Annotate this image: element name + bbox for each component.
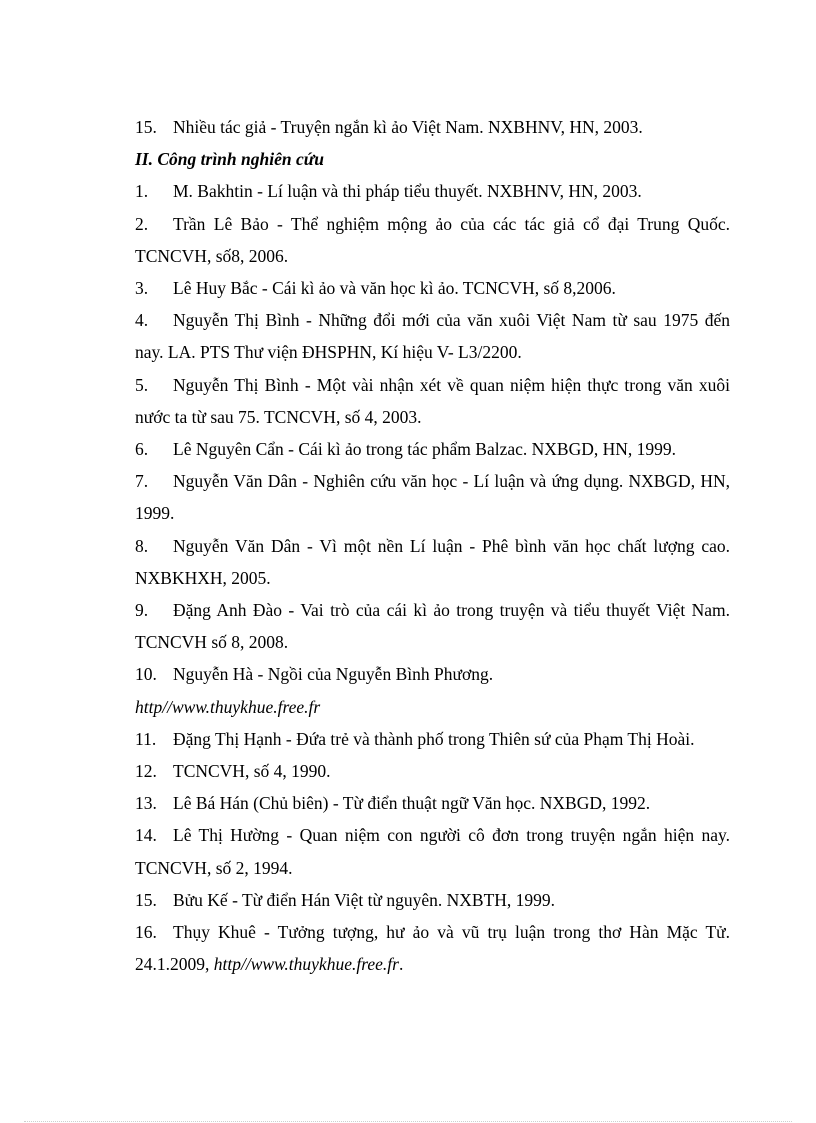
bibliography-page (135, 111, 730, 980)
page-bottom-divider (24, 1121, 792, 1122)
reference-entry (135, 916, 730, 980)
reference-entry (135, 304, 730, 368)
entry-number: 4. (135, 310, 149, 331)
entry-suffix: . (398, 954, 404, 975)
entry-number: 9. (135, 600, 149, 621)
reference-entry (135, 755, 730, 787)
entry-number: 7. (135, 471, 149, 492)
entry-number: 2. (135, 213, 149, 234)
entry-number: 10. (135, 664, 157, 685)
entry-number: 5. (135, 374, 149, 395)
entry-text: Thụy Khuê - Tưởng tượng, hư ảo và vũ trụ luận trong thơ Hàn Mặc Tử. 24.1.2009, (135, 922, 730, 975)
entry-number: 1. (135, 181, 149, 202)
reference-entry (135, 369, 730, 433)
reference-entry (135, 433, 730, 465)
reference-entry (135, 175, 730, 207)
entry-number: 12. (135, 761, 157, 782)
entry-text: TCNCVH, số 4, 1990. (173, 761, 331, 782)
entry-text: Nhiều tác giả - Truyện ngắn kì ảo Việt Nam. NXBHNV, HN, 2003. (173, 117, 643, 137)
reference-entry (135, 272, 730, 304)
entry-text: Lê Huy Bắc - Cái kì ảo và văn học kì ảo. TCNCVH, số 8,2006. (173, 278, 616, 299)
section-heading: II. Công trình nghiên cứu (135, 149, 324, 170)
reference-entry (135, 884, 730, 916)
reference-entry (135, 594, 730, 658)
reference-entry (135, 658, 730, 722)
entry-text: Trần Lê Bảo - Thể nghiệm mộng ảo của các tác giả cổ đại Trung Quốc. TCNCVH, số8, 2006. (135, 213, 730, 266)
reference-entry (135, 819, 730, 883)
entry-number: 15. (135, 889, 157, 910)
entry-text: Đặng Anh Đào - Vai trò của cái kì ảo trong truyện và tiểu thuyết Việt Nam. TCNCVH số 8, 2008. (135, 600, 730, 653)
entry-text: Nguyễn Văn Dân - Vì một nền Lí luận - Phê bình văn học chất lượng cao. NXBKHXH, 2005. (135, 535, 730, 588)
reference-entry (135, 787, 730, 819)
entry-number: 15. (135, 117, 157, 137)
entry-number: 8. (135, 535, 149, 556)
entry-number: 14. (135, 825, 157, 846)
entry-text: Nguyễn Thị Bình - Những đổi mới của văn xuôi Việt Nam từ sau 1975 đến nay. LA. PTS Thư viện ĐHSPHN, Kí hiệu V- L3/2200. (135, 310, 730, 363)
reference-list (135, 175, 730, 980)
entry-text: Nguyễn Văn Dân - Nghiên cứu văn học - Lí luận và ứng dụng. NXBGD, HN, 1999. (135, 471, 730, 524)
entry-text: Lê Nguyên Cẩn - Cái kì ảo trong tác phẩm Balzac. NXBGD, HN, 1999. (173, 439, 677, 460)
entry-number: 6. (135, 439, 149, 460)
entry-text: Lê Thị Hường - Quan niệm con người cô đơn trong truyện ngắn hiện nay. TCNCVH, số 2, 1994. (135, 825, 730, 878)
entry-url-link[interactable]: http//www.thuykhue.free.fr (213, 954, 399, 975)
reference-entry-literary-15 (135, 111, 730, 143)
entry-text: Nguyễn Hà - Ngồi của Nguyễn Bình Phương. (173, 664, 494, 685)
entry-number: 11. (135, 728, 157, 749)
entry-text: M. Bakhtin - Lí luận và thi pháp tiểu thuyết. NXBHNV, HN, 2003. (173, 181, 642, 202)
reference-entry (135, 723, 730, 755)
reference-entry (135, 208, 730, 272)
entry-text: Đặng Thị Hạnh - Đứa trẻ và thành phố trong Thiên sứ của Phạm Thị Hoài. (173, 728, 695, 749)
entry-number: 16. (135, 922, 157, 943)
entry-text: Nguyễn Thị Bình - Một vài nhận xét về quan niệm hiện thực trong văn xuôi nước ta từ sau 75. TCNCVH, số 4, 2003. (135, 374, 730, 427)
entry-url-link[interactable]: http//www.thuykhue.free.fr (135, 696, 321, 717)
entry-text: Lê Bá Hán (Chủ biên) - Từ điển thuật ngữ Văn học. NXBGD, 1992. (173, 793, 651, 814)
reference-entry (135, 465, 730, 529)
entry-text: Bửu Kế - Từ điển Hán Việt từ nguyên. NXBTH, 1999. (173, 889, 556, 910)
entry-number: 3. (135, 278, 149, 299)
reference-entry (135, 530, 730, 594)
entry-number: 13. (135, 793, 157, 814)
